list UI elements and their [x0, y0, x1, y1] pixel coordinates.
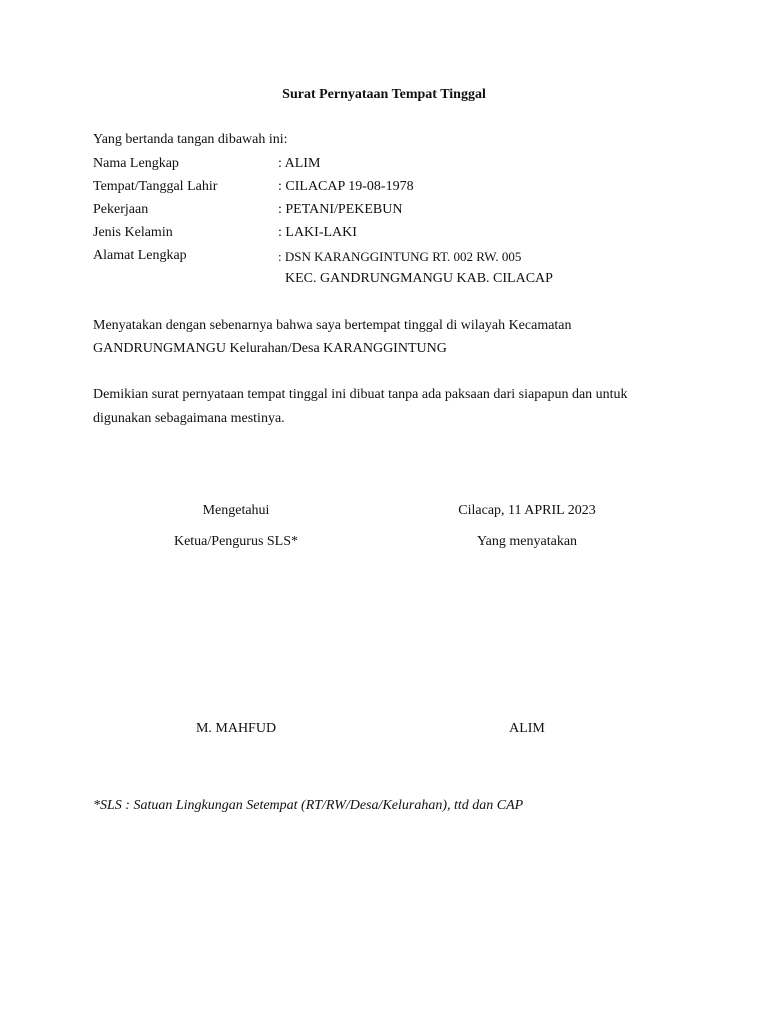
statement-line-2: GANDRUNGMANGU Kelurahan/Desa KARANGGINTUNG	[93, 341, 447, 356]
field-label: Jenis Kelamin	[93, 225, 173, 240]
right-signature-heading: Cilacap, 11 APRIL 2023	[458, 503, 596, 518]
field-label: Pekerjaan	[93, 202, 149, 217]
intro-text: Yang bertanda tangan dibawah ini:	[93, 132, 288, 147]
footnote: *SLS : Satuan Lingkungan Setempat (RT/RW/Desa/Kelurahan), ttd dan CAP	[93, 798, 524, 813]
left-signature-name: M. MAHFUD	[195, 721, 277, 736]
field-row-name	[93, 156, 653, 176]
left-signature-heading: Mengetahui	[202, 503, 270, 518]
document-title: Surat Pernyataan Tempat Tinggal	[282, 87, 486, 102]
statement-line-1: Menyatakan dengan sebenarnya bahwa saya bertempat tinggal di wilayah Kecamatan	[93, 318, 572, 333]
field-value: : ALIM	[278, 156, 321, 171]
field-row-gender	[93, 225, 653, 245]
field-value: : DSN KARANGGINTUNG RT. 002 RW. 005	[278, 249, 522, 264]
field-label: Tempat/Tanggal Lahir	[93, 179, 218, 194]
right-signature-role: Yang menyatakan	[476, 534, 578, 549]
field-row-birth	[93, 179, 653, 199]
field-row-occupation	[93, 202, 653, 222]
closing-line-1: Demikian surat pernyataan tempat tinggal ini dibuat tanpa ada paksaan dari siapapun dan untuk	[93, 387, 628, 402]
field-row-address	[93, 248, 653, 268]
field-value: : CILACAP 19-08-1978	[278, 179, 414, 194]
right-signature-name: ALIM	[509, 721, 545, 736]
closing-line-2: digunakan sebagaimana mestinya.	[93, 411, 285, 426]
field-value: : LAKI-LAKI	[278, 225, 357, 240]
field-label: Alamat Lengkap	[93, 248, 187, 263]
field-label: Nama Lengkap	[93, 156, 179, 171]
left-signature-role: Ketua/Pengurus SLS*	[173, 534, 299, 549]
field-value: : PETANI/PEKEBUN	[278, 202, 403, 217]
address-continuation: KEC. GANDRUNGMANGU KAB. CILACAP	[285, 271, 553, 286]
